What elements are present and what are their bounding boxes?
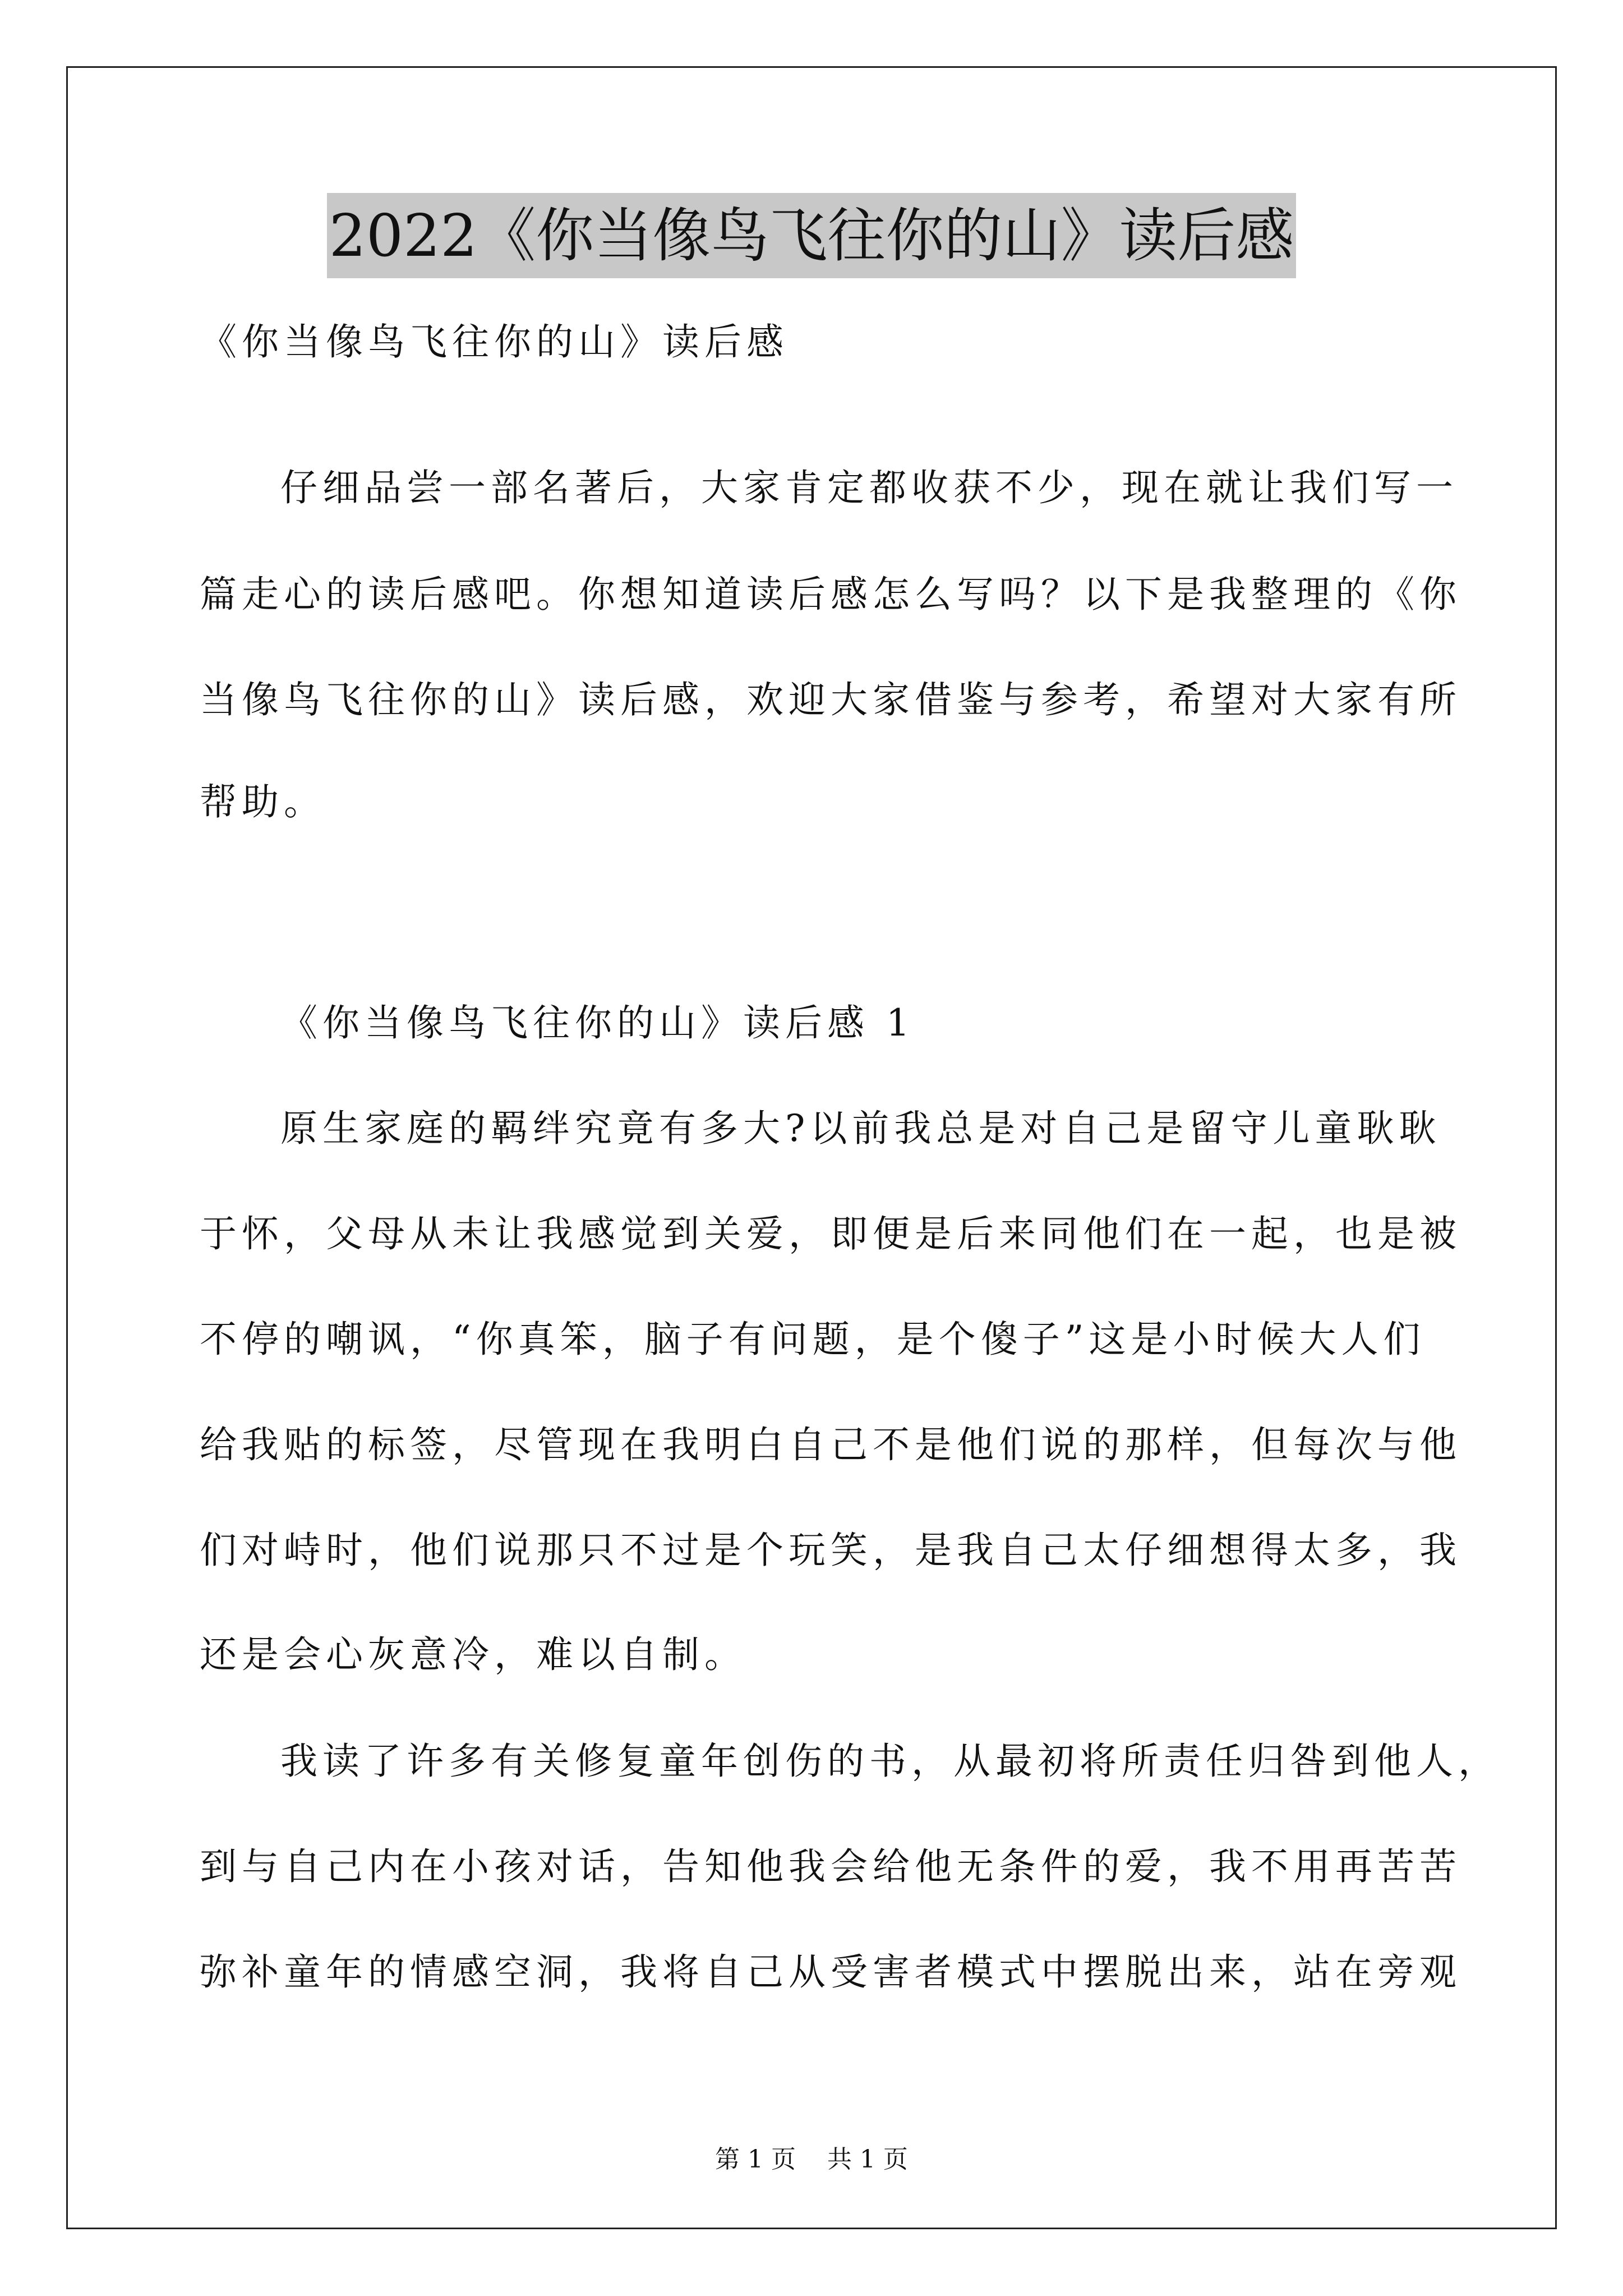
paragraph-line: 篇走心的读后感吧。你想知道读后感怎么写吗？以下是我整理的《你: [200, 573, 1461, 616]
paragraph-line: 给我贴的标签，尽管现在我明白自己不是他们说的那样，但每次与他: [200, 1423, 1461, 1466]
paragraph-line: 我读了许多有关修复童年创伤的书，从最初将所责任归咎到他人，: [280, 1740, 1500, 1783]
section-heading: 《你当像鸟飞往你的山》读后感 1: [280, 1001, 915, 1045]
paragraph-line: 原生家庭的羁绊究竟有多大?以前我总是对自己是留守儿童耿耿: [280, 1107, 1441, 1150]
subtitle-line: 《你当像鸟飞往你的山》读后感: [200, 320, 789, 364]
paragraph-line: 们对峙时，他们说那只不过是个玩笑，是我自己太仔细想得太多，我: [200, 1529, 1461, 1572]
paragraph-line: 弥补童年的情感空洞，我将自己从受害者模式中摆脱出来，站在旁观: [200, 1950, 1461, 1994]
paragraph-line: 不停的嘲讽，“你真笨，脑子有问题，是个傻子”这是小时候大人们: [200, 1318, 1426, 1361]
document-title: 2022《你当像鸟飞往你的山》读后感: [327, 193, 1297, 278]
paragraph-line: 仔细品尝一部名著后，大家肯定都收获不少，现在就让我们写一: [280, 466, 1458, 509]
paragraph-line: 于怀，父母从未让我感觉到关爱，即便是后来同他们在一起，也是被: [200, 1212, 1461, 1255]
page-footer: 第 1 页 共 1 页: [715, 2145, 908, 2174]
paragraph-line: 帮助。: [200, 780, 326, 823]
paragraph-line: 当像鸟飞往你的山》读后感，欢迎大家借鉴与参考，希望对大家有所: [200, 678, 1461, 721]
title-container: [0, 193, 1623, 278]
paragraph-line: 还是会心灰意冷，难以自制。: [200, 1633, 746, 1676]
paragraph-line: 到与自己内在小孩对话，告知他我会给他无条件的爱，我不用再苦苦: [200, 1845, 1461, 1888]
